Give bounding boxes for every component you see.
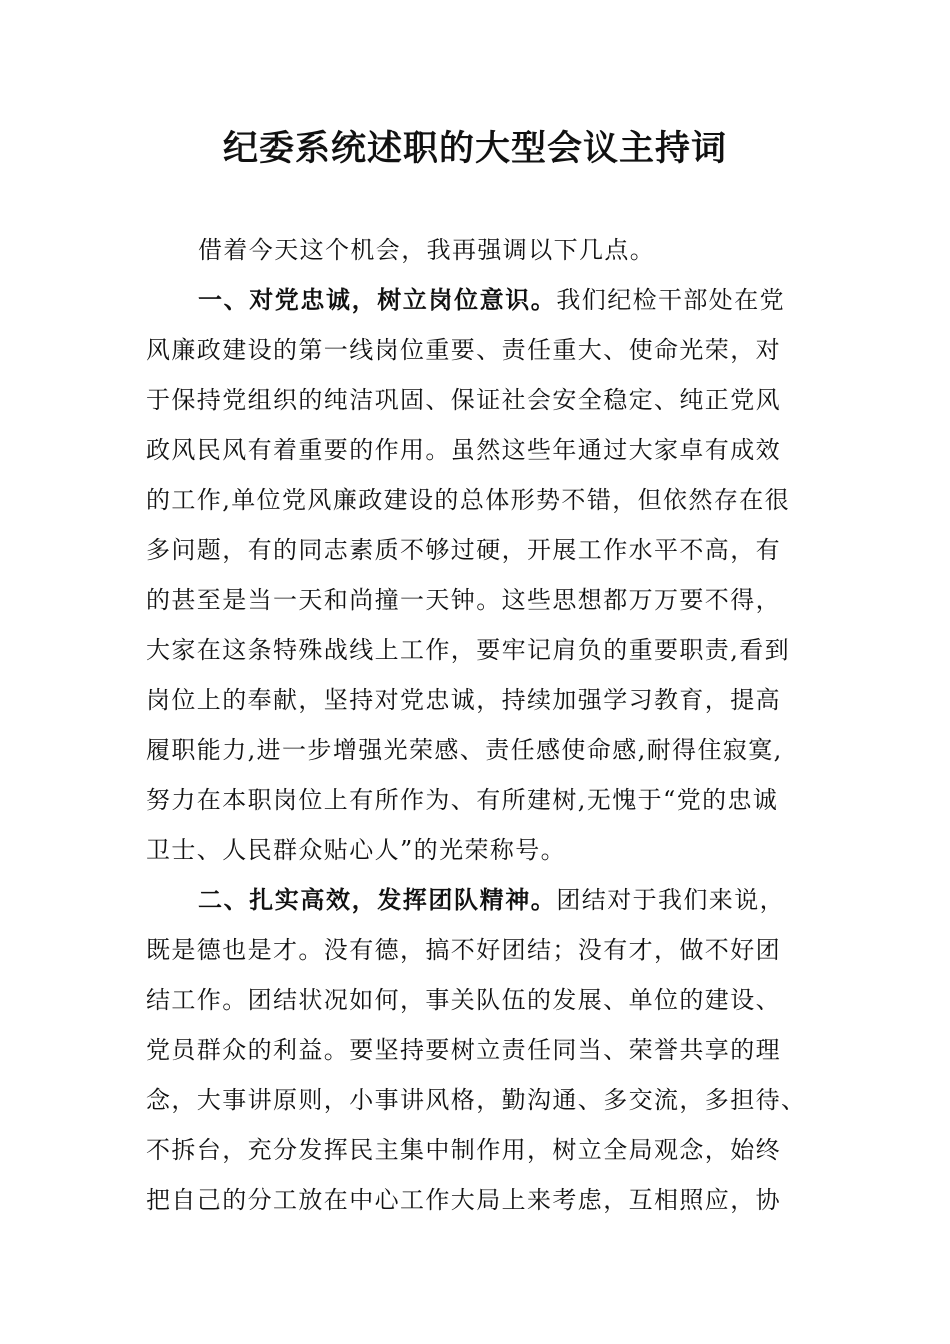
section1-first-line bbox=[146, 275, 810, 325]
section2-first-line bbox=[146, 875, 810, 925]
section2-line: 念，大事讲原则，小事讲风格，勤沟通、多交流，多担待、 bbox=[146, 1086, 807, 1114]
section1-line: 的甚至是当一天和尚撞一天钟。这些思想都万万要不得， bbox=[146, 586, 781, 614]
section1-line: 风廉政建设的第一线岗位重要、责任重大、使命光荣，对 bbox=[146, 336, 781, 364]
section2-line: 不拆台，充分发挥民主集中制作用，树立全局观念，始终 bbox=[146, 1136, 781, 1164]
section1-line: 努力在本职岗位上有所作为、有所建树,无愧于“党的忠诚 bbox=[146, 786, 779, 814]
section2-line: 结工作。团结状况如何，事关队伍的发展、单位的建设、 bbox=[146, 986, 781, 1014]
section2-line: 既是德也是才。没有德，搞不好团结；没有才，做不好团 bbox=[146, 936, 781, 964]
section1-line: 履职能力,进一步增强光荣感、责任感使命感,耐得住寂寞, bbox=[146, 736, 783, 764]
section2-line: 党员群众的利益。要坚持要树立责任同当、荣誉共享的理 bbox=[146, 1036, 781, 1064]
section1-heading: 一、对党忠诚，树立岗位意识。 bbox=[198, 286, 557, 314]
document-body bbox=[146, 225, 810, 1225]
section1-line: 卫士、人民群众贴心人”的光荣称号。 bbox=[146, 836, 567, 864]
section2-line: 把自己的分工放在中心工作大局上来考虑，互相照应，协 bbox=[146, 1186, 781, 1214]
intro-paragraph: 借着今天这个机会，我再强调以下几点。 bbox=[198, 236, 656, 264]
section2-heading: 二、扎实高效，发挥团队精神。 bbox=[198, 886, 557, 914]
section1-line: 多问题，有的同志素质不够过硬，开展工作水平不高，有 bbox=[146, 536, 781, 564]
section1-line: 的工作,单位党风廉政建设的总体形势不错，但依然存在很 bbox=[146, 486, 791, 514]
document-title: 纪委系统述职的大型会议主持词 bbox=[222, 128, 727, 169]
section1-line: 政风民风有着重要的作用。虽然这些年通过大家卓有成效 bbox=[146, 436, 781, 464]
section1-line: 大家在这条特殊战线上工作，要牢记肩负的重要职责,看到 bbox=[146, 636, 791, 664]
section1-line: 我们纪检干部处在党 bbox=[556, 286, 786, 314]
section2-line: 团结对于我们来说， bbox=[556, 886, 786, 914]
section1-line: 岗位上的奉献，坚持对党忠诚，持续加强学习教育，提高 bbox=[146, 686, 781, 714]
section1-line: 于保持党组织的纯洁巩固、保证社会安全稳定、纯正党风 bbox=[146, 386, 781, 414]
